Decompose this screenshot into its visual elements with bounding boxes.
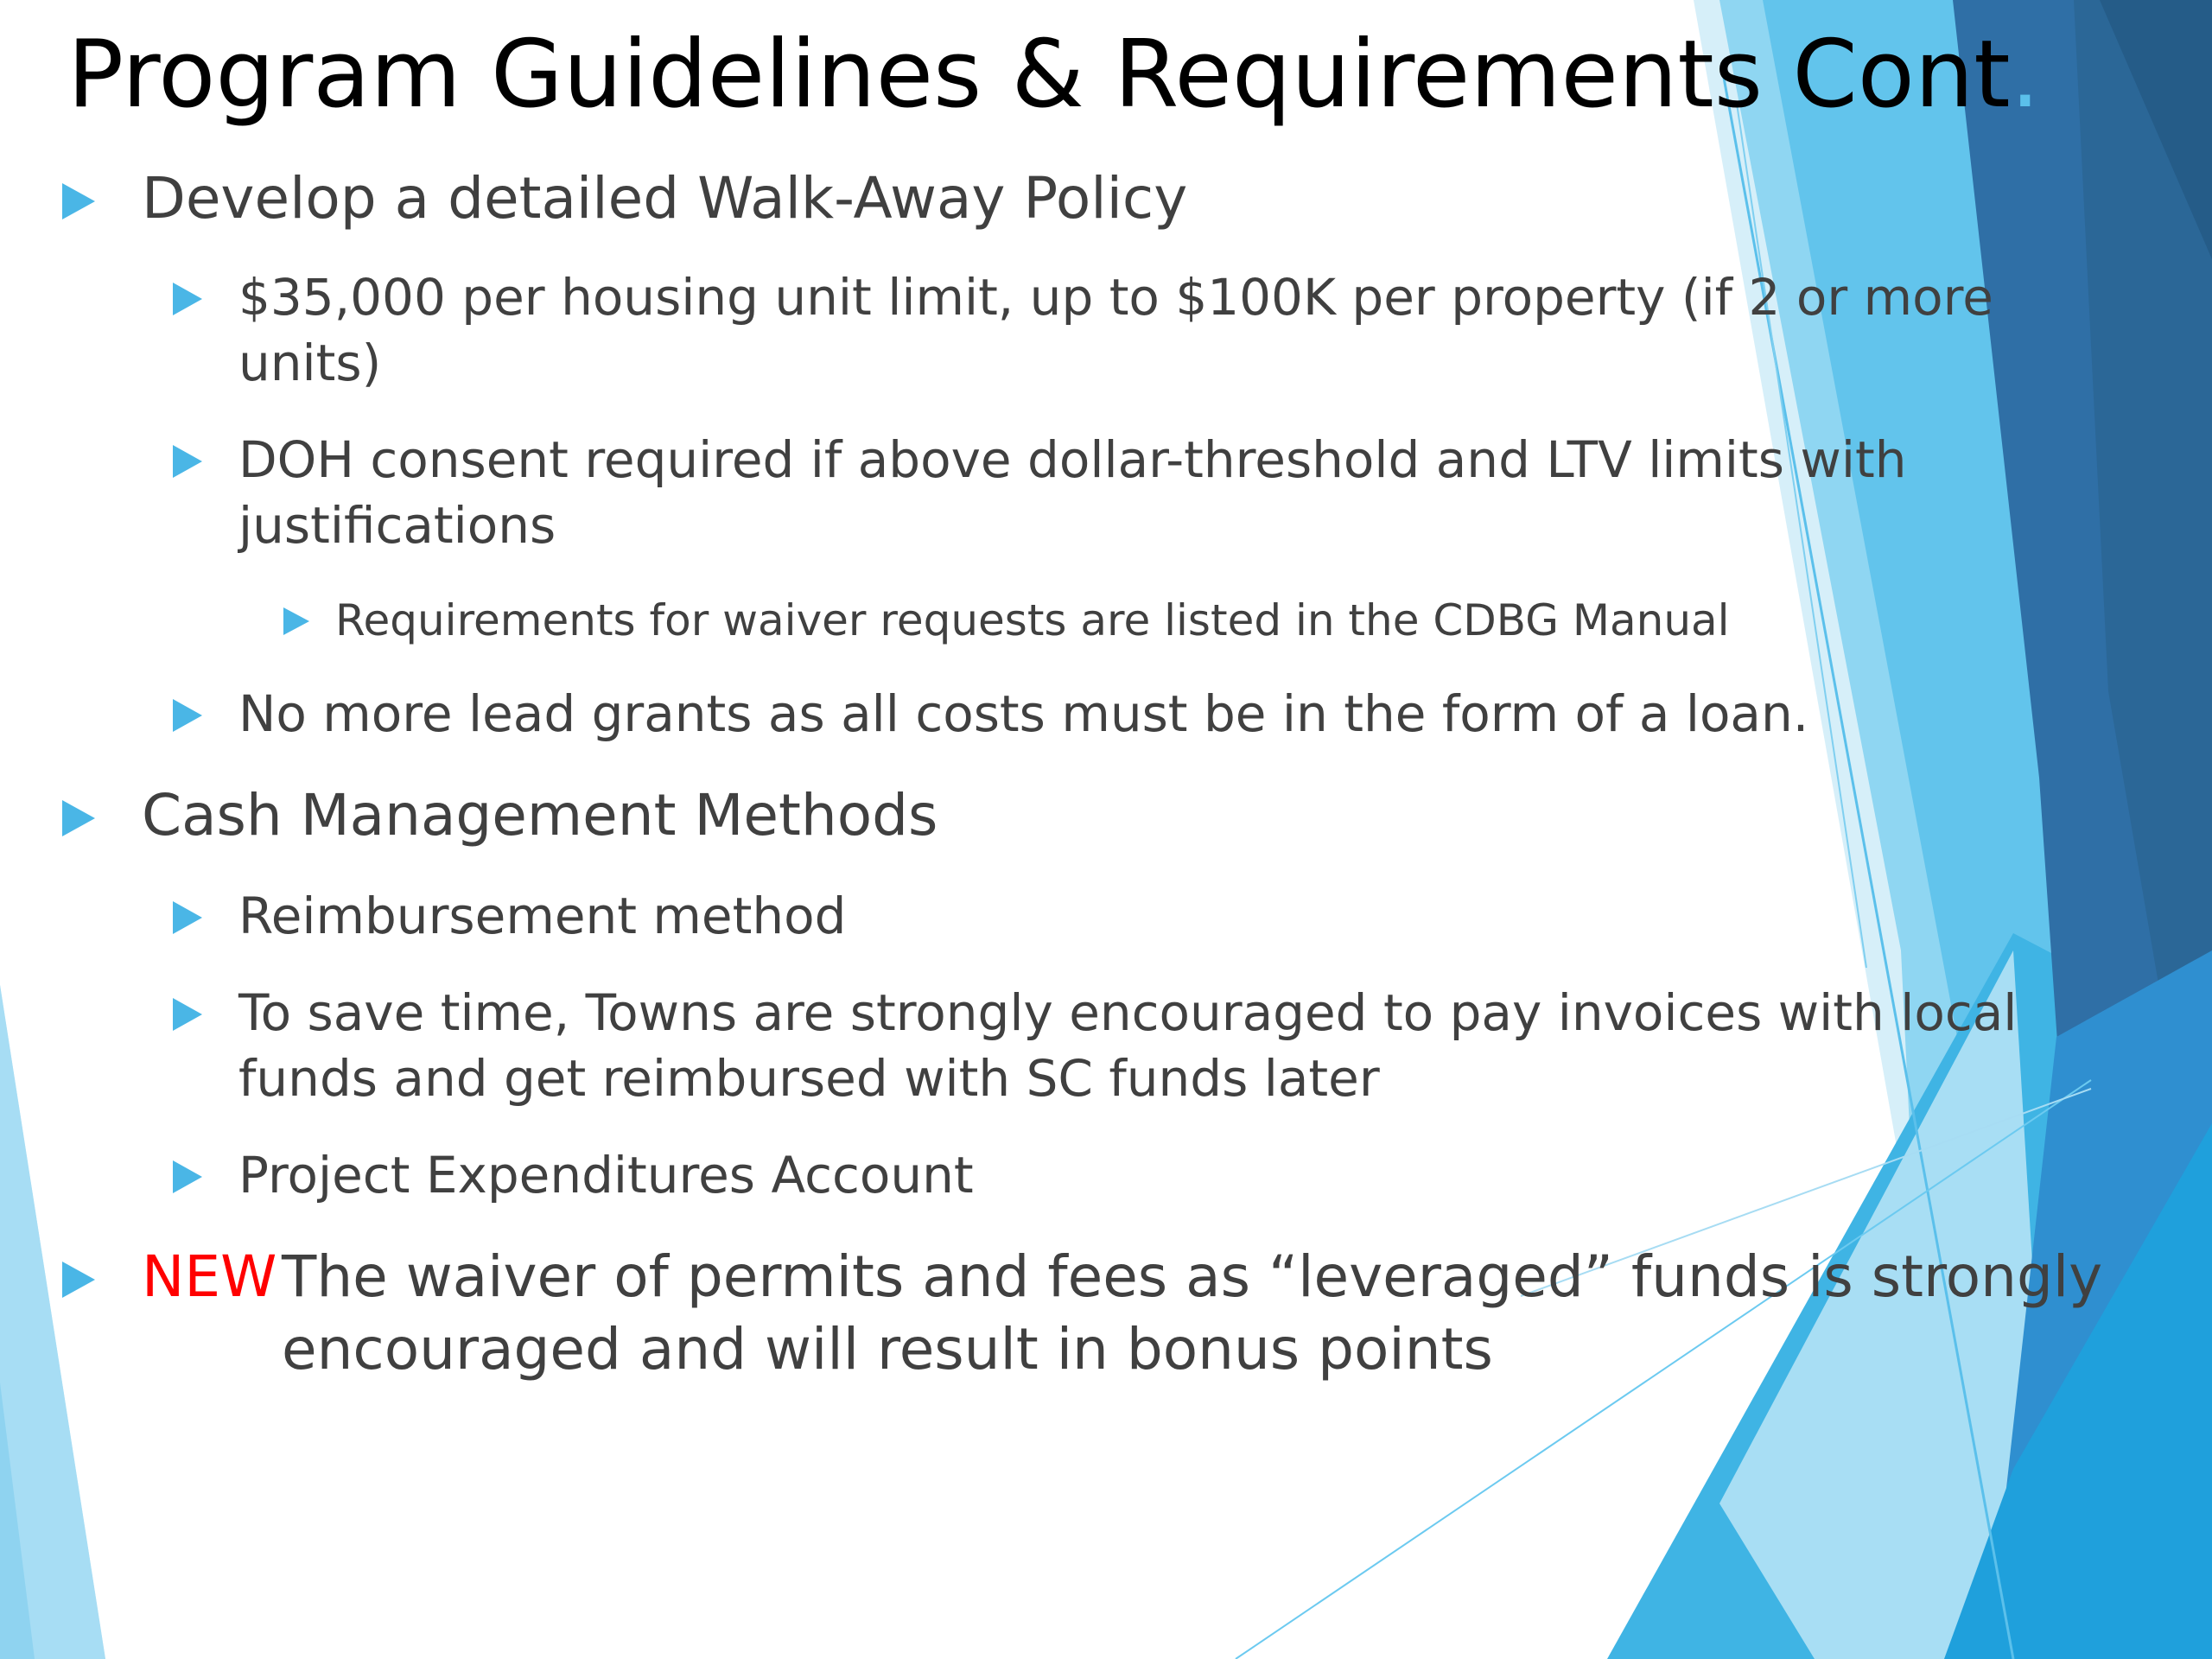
bullet-no-lead-grants bbox=[173, 681, 2074, 747]
bullet-text-line-1: $35,000 per housing unit limit, up to $100K per property (if 2 or more bbox=[238, 268, 1993, 327]
slide-title-text: Program Guidelines & Requirements Cont bbox=[67, 21, 2011, 129]
bullet-text: Reimbursement method bbox=[238, 887, 847, 945]
bullet-arrow-icon bbox=[62, 183, 95, 219]
bullet-text-line-1: The waiver of permits and fees as “leveraged” funds is strongly bbox=[282, 1243, 2103, 1310]
bullet-save-time bbox=[173, 980, 2074, 1111]
bullet-doh-consent bbox=[173, 427, 2074, 558]
bullet-arrow-icon bbox=[62, 800, 95, 836]
new-badge: NEW bbox=[142, 1243, 277, 1310]
bullet-text-line-2: units) bbox=[238, 334, 382, 392]
bullet-arrow-icon bbox=[173, 283, 202, 315]
slide-title-trailing-dot: . bbox=[2010, 21, 2040, 129]
bullet-arrow-icon bbox=[173, 901, 202, 934]
bullet-text: Develop a detailed Walk-Away Policy bbox=[142, 165, 1188, 232]
bullet-waiver-requests bbox=[283, 593, 1925, 648]
bullet-cash-management bbox=[62, 779, 1272, 852]
bullet-text-line-2: funds and get reimbursed with SC funds later bbox=[238, 1049, 1380, 1108]
bullet-text: Cash Management Methods bbox=[142, 782, 938, 849]
bullet-project-expenditures bbox=[173, 1142, 1382, 1208]
bullet-arrow-icon bbox=[173, 699, 202, 732]
bullet-arrow-icon bbox=[173, 1160, 202, 1193]
bullet-text-line-1: To save time, Towns are strongly encouraged to pay invoices with local bbox=[238, 983, 2018, 1042]
bullet-text: Project Expenditures Account bbox=[238, 1146, 974, 1205]
bullet-reimbursement-method bbox=[173, 883, 1382, 949]
bullet-walk-away-policy bbox=[62, 162, 1272, 235]
bullet-text: No more lead grants as all costs must be in the form of a loan. bbox=[238, 684, 1809, 743]
bullet-text-line-2: justifications bbox=[238, 496, 556, 555]
bullet-arrow-icon bbox=[173, 445, 202, 478]
bullet-new-waiver bbox=[62, 1241, 2103, 1388]
bullet-arrow-icon bbox=[173, 998, 202, 1031]
bullet-unit-limit bbox=[173, 264, 2074, 396]
bullet-text: Requirements for waiver requests are listed in the CDBG Manual bbox=[335, 595, 1730, 645]
bullet-arrow-icon bbox=[283, 607, 309, 635]
bullet-text-line-1: DOH consent required if above dollar-threshold and LTV limits with bbox=[238, 430, 1907, 489]
bullet-text-line-2: encouraged and will result in bonus points bbox=[282, 1316, 1493, 1382]
bullet-arrow-icon bbox=[62, 1262, 95, 1298]
